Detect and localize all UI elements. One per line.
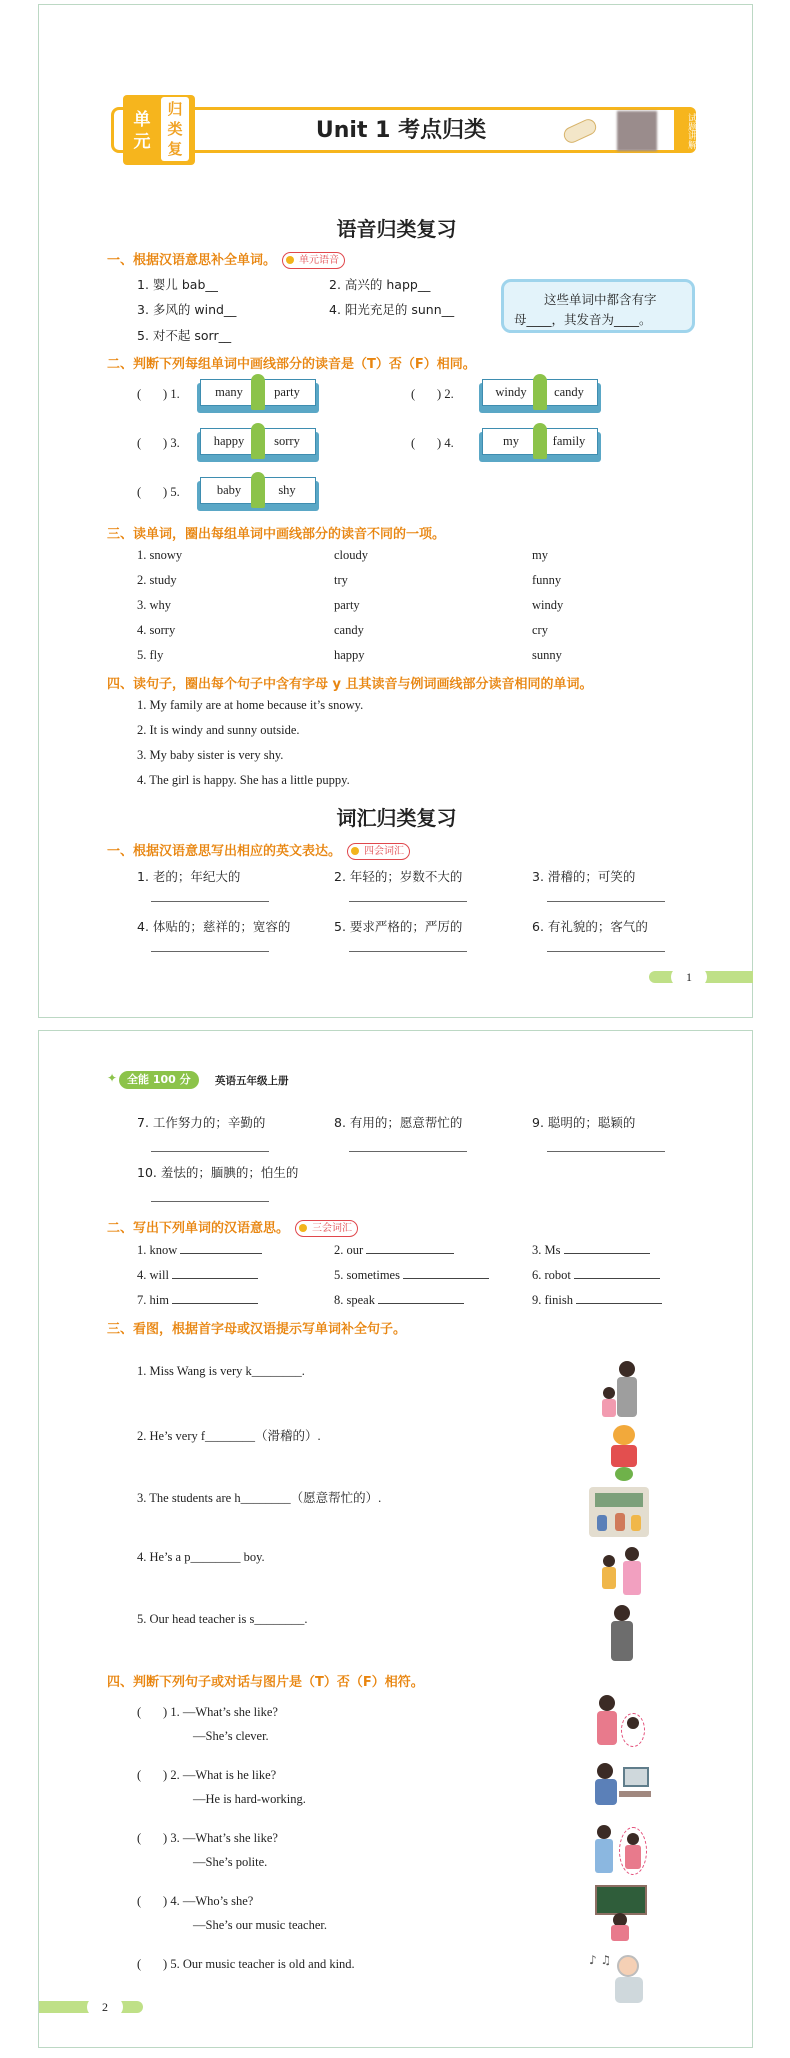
sec2-answer-3[interactable]: ( ) 3.	[137, 436, 180, 450]
section-7-heading: 三、看图，根据首字母或汉语提示写单词补全句子。	[107, 1322, 407, 1337]
sec3-word[interactable]: cloudy	[334, 548, 369, 562]
section-3-heading: 三、读单词，圈出每组单词中画线部分的读音不同的一项。	[107, 527, 446, 542]
woman-girl-illustration	[593, 1695, 649, 1751]
sec8-answer-2[interactable]: ( ) 2. —What is he like?	[137, 1768, 277, 1782]
sec3-word[interactable]: 5. fly	[137, 648, 164, 662]
sec3-word[interactable]: 4. sorry	[137, 623, 176, 637]
book-right-word: sorry	[258, 428, 316, 455]
teacher-child-illustration	[599, 1361, 647, 1421]
sec5-item: 8. 有用的；愿意帮忙的	[334, 1115, 463, 1130]
sec3-word[interactable]: 2. study	[137, 573, 177, 587]
answer-blank[interactable]	[349, 901, 467, 902]
sec5-item: 4. 体贴的；慈祥的；宽容的	[137, 919, 291, 934]
section-5-tag: 四会词汇	[347, 843, 410, 860]
vocab-title: 词汇归类复习	[336, 806, 457, 830]
old-man-singing-illustration: ♪ ♫	[589, 1949, 651, 2005]
sec7-sentence: 5. Our head teacher is s________.	[137, 1612, 308, 1626]
answer-blank[interactable]	[349, 951, 467, 952]
sec8-answer-4[interactable]: ( ) 4. —Who’s she?	[137, 1894, 254, 1908]
sec5-item: 9. 聪明的；聪颖的	[532, 1115, 636, 1130]
sec3-word[interactable]: windy	[532, 598, 564, 612]
section-1-heading-text: 一、根据汉语意思补全单词。	[107, 253, 277, 268]
section-6-tag: 三会词汇	[295, 1220, 358, 1237]
book-left-word: happy	[200, 428, 258, 455]
section-1-heading	[107, 249, 345, 269]
section-6-heading	[107, 1217, 358, 1237]
book-right-word: shy	[258, 477, 316, 504]
qr-code-icon[interactable]	[617, 111, 657, 151]
side-tag: 试题讲解	[674, 107, 696, 153]
unit-banner	[111, 101, 696, 159]
sec7-sentence: 3. The students are h________（愿意帮忙的）.	[137, 1491, 382, 1505]
answer-blank[interactable]	[547, 1151, 665, 1152]
book-right-word: candy	[540, 379, 598, 406]
note-line-2: 母____，其发音为____。	[514, 312, 652, 327]
sec3-word[interactable]: happy	[334, 648, 365, 662]
sec3-word[interactable]: 1. snowy	[137, 548, 183, 562]
book-right-word: family	[540, 428, 598, 455]
answer-blank[interactable]	[349, 1151, 467, 1152]
book-right-word: party	[258, 379, 316, 406]
banner-title: Unit 1 考点归类	[315, 118, 487, 143]
word-book-1	[197, 379, 319, 413]
sec5-item: 6. 有礼貌的；客气的	[532, 919, 648, 934]
sec1-item-2: 2. 高兴的 happ__	[329, 277, 431, 292]
sec6-item: 8. speak	[334, 1293, 464, 1308]
book-left-word: baby	[200, 477, 258, 504]
section-1-tag: 单元语音	[282, 252, 345, 269]
sec3-word[interactable]: party	[334, 598, 360, 612]
clown-illustration	[605, 1423, 643, 1483]
banner-char: 元	[133, 132, 151, 152]
sec8-answer-3[interactable]: ( ) 3. —What’s she like?	[137, 1831, 278, 1845]
sec7-sentence: 1. Miss Wang is very k________.	[137, 1364, 305, 1378]
section-5-heading	[107, 840, 410, 860]
answer-blank[interactable]	[547, 901, 665, 902]
sec8-answer-5[interactable]: ( ) 5. Our music teacher is old and kind.	[137, 1957, 355, 1971]
word-book-2	[479, 379, 601, 413]
sec1-note-box	[501, 279, 695, 333]
book-left-word: my	[482, 428, 540, 455]
sec5-item: 3. 滑稽的；可笑的	[532, 869, 636, 884]
sec1-item-4: 4. 阳光充足的 sunn__	[329, 302, 455, 317]
sec6-item: 1. know	[137, 1243, 262, 1258]
sec5-item: 5. 要求严格的；严厉的	[334, 919, 463, 934]
header-book-title: 英语五年级上册	[215, 1075, 289, 1087]
sec8-reply: —She’s clever.	[193, 1729, 269, 1743]
answer-blank[interactable]	[151, 901, 269, 902]
banner-char: 复	[167, 140, 183, 158]
answer-blank[interactable]	[547, 951, 665, 952]
section-5-heading-text: 一、根据汉语意思写出相应的英文表达。	[107, 844, 342, 859]
section-2-heading: 二、判断下列每组单词中画线部分的读音是（T）否（F）相同。	[107, 357, 476, 372]
book-left-word: windy	[482, 379, 540, 406]
page-number: 1	[671, 967, 707, 987]
sec6-item: 2. our	[334, 1243, 454, 1258]
word-book-3	[197, 428, 319, 462]
sec5-item: 7. 工作努力的；辛勤的	[137, 1115, 266, 1130]
classroom-illustration	[589, 1487, 649, 1537]
word-book-5	[197, 477, 319, 511]
note-line-1: 这些单词中都含有字	[544, 292, 657, 307]
sec8-reply: —She’s our music teacher.	[193, 1918, 327, 1932]
sec8-reply: —He is hard-working.	[193, 1792, 306, 1806]
sec4-sentence: 1. My family are at home because it’s snowy.	[137, 698, 364, 712]
answer-blank[interactable]	[151, 1201, 269, 1202]
sec5-item: 10. 羞怯的；腼腆的；怕生的	[137, 1165, 299, 1180]
sec6-item: 3. Ms	[532, 1243, 650, 1258]
page-2	[38, 1030, 753, 2048]
sec4-sentence: 2. It is windy and sunny outside.	[137, 723, 300, 737]
sec3-word[interactable]: cry	[532, 623, 548, 637]
children-illustration	[591, 1821, 651, 1879]
sec6-item: 6. robot	[532, 1268, 660, 1283]
sec1-item-5: 5. 对不起 sorr__	[137, 328, 232, 343]
sec1-item-3: 3. 多风的 wind__	[137, 302, 237, 317]
banner-char: 归	[167, 100, 183, 118]
section-6-heading-text: 二、写出下列单词的汉语意思。	[107, 1221, 290, 1236]
sec2-answer-1[interactable]: ( ) 1.	[137, 387, 180, 401]
banner-tag	[123, 95, 195, 165]
sec2-answer-2[interactable]: ( ) 2.	[411, 387, 454, 401]
man-computer-illustration	[593, 1757, 651, 1809]
section-4-heading: 四、读句子，圈出每个句子中含有字母 y 且其读音与例词画线部分读音相同的单词。	[107, 677, 593, 692]
sec8-answer-1[interactable]: ( ) 1. —What’s she like?	[137, 1705, 278, 1719]
section-8-heading: 四、判断下列句子或对话与图片是（T）否（F）相符。	[107, 1675, 424, 1690]
sec5-item: 2. 年轻的；岁数不大的	[334, 869, 463, 884]
sec4-sentence: 4. The girl is happy. She has a little puppy.	[137, 773, 350, 787]
sec3-word[interactable]: 3. why	[137, 598, 172, 612]
sec3-word[interactable]: try	[334, 573, 348, 587]
blackboard-teacher-illustration	[591, 1883, 651, 1941]
head-teacher-illustration	[605, 1605, 639, 1663]
sec6-item: 4. will	[137, 1268, 258, 1283]
sec5-item: 1. 老的；年纪大的	[137, 869, 241, 884]
page-number: 2	[87, 1997, 123, 2017]
sec7-sentence: 2. He’s very f________（滑稽的）.	[137, 1429, 321, 1443]
header-badge: 全能 100 分	[119, 1071, 199, 1089]
answer-blank[interactable]	[151, 1151, 269, 1152]
sec3-word[interactable]: funny	[532, 573, 562, 587]
boy-illustration	[597, 1547, 647, 1605]
answer-blank[interactable]	[151, 951, 269, 952]
sec4-sentence: 3. My baby sister is very shy.	[137, 748, 284, 762]
phonics-title: 语音归类复习	[336, 217, 457, 241]
sec3-word[interactable]: candy	[334, 623, 364, 637]
banner-char: 单	[133, 110, 151, 130]
banner-char: 类	[167, 120, 183, 138]
header-star-icon: ✦	[107, 1071, 118, 1085]
sec3-word[interactable]: my	[532, 548, 548, 562]
sec2-answer-5[interactable]: ( ) 5.	[137, 485, 180, 499]
sec6-item: 5. sometimes	[334, 1268, 489, 1283]
book-left-word: many	[200, 379, 258, 406]
sec6-item: 7. him	[137, 1293, 258, 1308]
sec1-item-1: 1. 婴儿 bab__	[137, 277, 218, 292]
word-book-4	[479, 428, 601, 462]
page-1	[38, 4, 753, 1018]
sec2-answer-4[interactable]: ( ) 4.	[411, 436, 454, 450]
sec3-word[interactable]: sunny	[532, 648, 562, 662]
sec7-sentence: 4. He’s a p________ boy.	[137, 1550, 265, 1564]
sec6-item: 9. finish	[532, 1293, 662, 1308]
sec8-reply: —She’s polite.	[193, 1855, 268, 1869]
